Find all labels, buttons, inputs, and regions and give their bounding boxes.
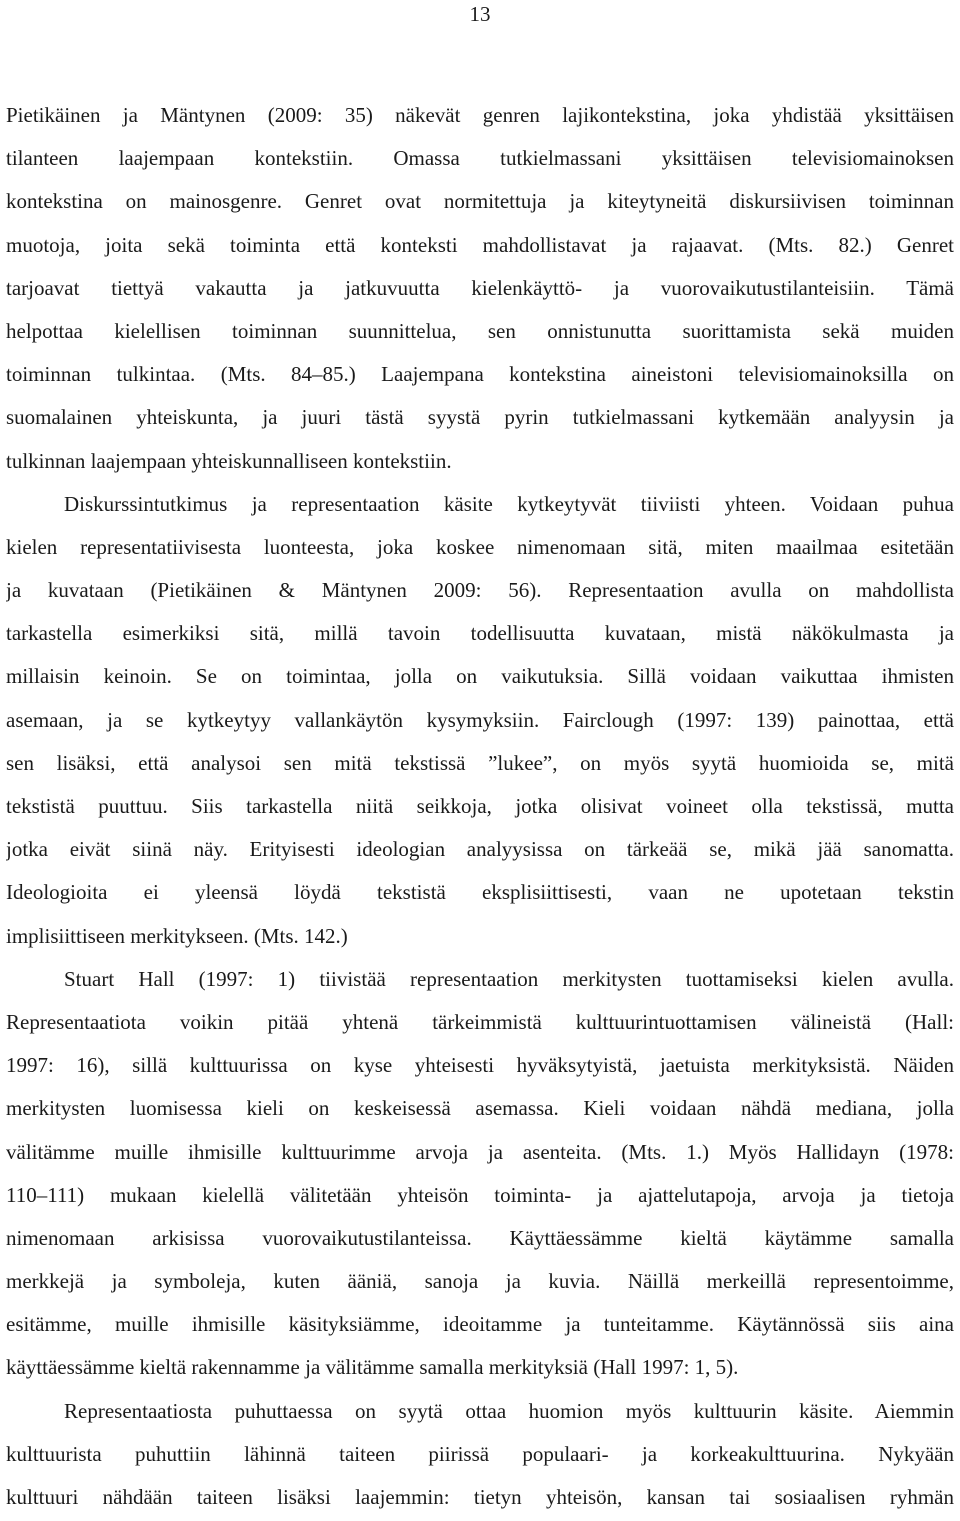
page-number: 13 [469,2,491,26]
text-line: tekstistä puuttuu. Siis tarkastella niitä seikkoja, jotka olisivat voineet olla tekstissä, mutta [6,794,954,818]
text-line: millaisin keinoin. Se on toimintaa, jolla on vaikutuksia. Sillä voidaan vaikuttaa ihmisten [6,664,954,689]
text-line: esitämme, muille ihmisille käsityksiämme, ideoitamme ja tunteitamme. Käytännössä siis aina [6,1312,954,1337]
text-line: 110–111) mukaan kielellä välitetään yhteisön toiminta- ja ajattelutapoja, arvoja ja tietoja [6,1182,954,1207]
text-line: kielen representatiivisesta luonteesta, joka koskee nimenomaan sitä, miten maailmaa esitetään [6,534,954,559]
text-line: suomalainen yhteiskunta, ja juuri tästä syystä pyrin tutkielmassani kytkemään analyysin ja [6,405,954,430]
text-line: toiminnan tulkintaa. (Mts. 84–85.) Laajempana kontekstina aineistoni televisiomainoksilla on [6,362,954,387]
text-line: kulttuuri nähdään taiteen lisäksi laajemmin: tietyn yhteisön, kansan tai sosiaalisen ryhmän [6,1485,954,1509]
text-line: sen lisäksi, että analysoi sen mitä tekstissä ”lukee”, on myös syytä huomioida se, mitä [6,750,954,775]
text-line: Representaatiota voikin pitää yhtenä tärkeimmistä kulttuurintuottamisen välineistä (Hall: [6,1009,954,1034]
text-line: kulttuurista puhuttiin lähinnä taiteen piirissä populaari- ja korkeakulttuurina. Nykyään [6,1441,954,1466]
text-line: tulkinnan laajempaan yhteiskunnalliseen kontekstiin. [6,448,452,473]
text-line: merkitysten luomisessa kieli on keskeisessä asemassa. Kieli voidaan nähdä mediana, jolla [6,1096,954,1121]
text-line: jotka eivät siinä näy. Erityisesti ideologian analyysissa on tärkeää se, mikä jää sanomatta. [6,837,954,862]
paragraph [6,483,954,958]
text-line: kontekstina on mainosgenre. Genret ovat normitettuja ja kiteytyneitä diskursiivisen toiminnan [6,189,954,214]
paragraph [6,1390,954,1520]
text-line: merkkejä ja symboleja, kuten ääniä, sanoja ja kuvia. Näillä merkeillä representoimme, [6,1269,954,1294]
text-line: 1997: 16), sillä kulttuurissa on kyse yhteisesti hyväksytyistä, jaetuista merkityksistä. Näiden [6,1053,954,1078]
text-line: tarkastella esimerkiksi sitä, millä tavoin todellisuutta kuvataan, mistä näkökulmasta ja [6,621,954,646]
text-line: Representaatiosta puhuttaessa on syytä ottaa huomion myös kulttuurin käsite. Aiemmin [64,1398,954,1423]
text-line: ja kuvataan (Pietikäinen & Mäntynen 2009: 56). Representaation avulla on mahdollista [6,578,954,603]
text-line: tarjoavat tiettyä vakautta ja jatkuvuutta kielenkäyttö- ja vuorovaikutustilanteisiin. Tämä [6,275,954,300]
text-line: Stuart Hall (1997: 1) tiivistää representaation merkitysten tuottamiseksi kielen avulla. [64,966,954,991]
text-line: muotoja, joita sekä toiminta että konteksti mahdollistavat ja rajaavat. (Mts. 82.) Genret [6,232,954,257]
document-body [6,94,954,1519]
text-line: välitämme muille ihmisille kulttuurimme arvoja ja asenteita. (Mts. 1.) Myös Hallidayn (1978: [6,1139,954,1164]
text-line: Pietikäinen ja Mäntynen (2009: 35) näkevät genren lajikontekstina, joka yhdistää yksittäisen [6,103,954,127]
text-line: implisiittiseen merkitykseen. (Mts. 142.) [6,923,348,948]
text-line: helpottaa kielellisen toiminnan suunnittelua, sen onnistunutta suorittamista sekä muiden [6,318,954,343]
text-line: Ideologioita ei yleensä löydä tekstistä eksplisiittisesti, vaan ne upotetaan tekstin [6,880,954,905]
text-line: käyttäessämme kieltä rakennamme ja välitämme samalla merkityksiä (Hall 1997: 1, 5). [6,1355,739,1380]
text-line: Diskurssintutkimus ja representaation käsite kytkeytyvät tiiviisti yhteen. Voidaan puhua [64,491,954,516]
text-line: asemaan, ja se kytkeytyy vallankäytön kysymyksiin. Fairclough (1997: 139) painottaa, että [6,707,954,732]
paragraph [6,94,954,483]
paragraph [6,958,954,1390]
text-line: nimenomaan arkisissa vuorovaikutustilanteissa. Käyttäessämme kieltä käytämme samalla [6,1225,954,1250]
text-line: tilanteen laajempaan kontekstiin. Omassa tutkielmassani yksittäisen televisiomainoksen [6,146,954,171]
